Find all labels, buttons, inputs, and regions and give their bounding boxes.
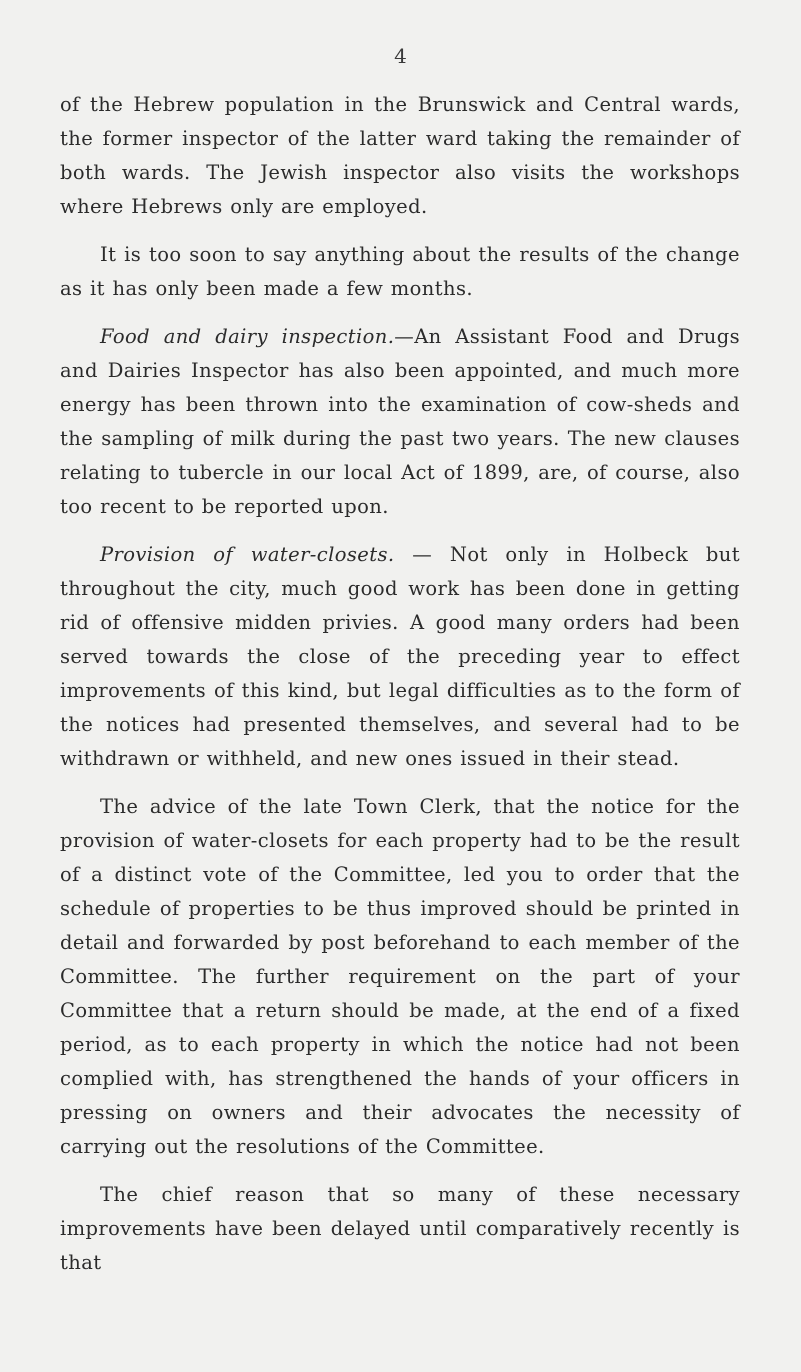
paragraph-hebrew-population: of the Hebrew population in the Brunswick and Central wards, the former inspector of the latter ward taking the remainder of both wards. The Jewish inspector also visits the workshops where Hebrews only are employed.: [60, 93, 740, 218]
paragraph-town-clerk-advice: The advice of the late Town Clerk, that the notice for the provision of water-closets for each property had to be the result of a distinct vote of the Committee, led you to order that the schedule of properties to be thus improved should be printed in detail and forwarded by post beforehand to each member of the Committee. The further requirement on the part of your Committee that a return should be made, at the end of a fixed period, as to each property in which the notice had not been complied with, has strengthened the hands of your officers in pressing on owners and their advocates the necessity of carrying out the resolutions of the Committee.: [60, 795, 740, 1158]
paragraph-food-dairy-text: —An Assistant Food and Drugs and Dairies Inspector has also been appointed, and much more energy has been thrown into the examination of cow-sheds and the sampling of milk during the past two years. The new clauses relating to tubercle in our local Act of 1899, are, of course, also too recent to be reported upon.: [60, 325, 740, 518]
document-body: [60, 88, 740, 1294]
paragraph-water-closets-text: — Not only in Holbeck but throughout the city, much good work has been done in getting rid of offensive midden privies. A good many orders had been served towards the close of the preceding year to effect improvements of this kind, but legal difficulties as to the form of the notices had presented themselves, and several had to be withdrawn or withheld, and new ones issued in their stead.: [60, 543, 740, 770]
paragraph-chief-reason: The chief reason that so many of these necessary improvements have been delayed until comparatively recently is that: [60, 1183, 740, 1274]
paragraph-water-closets: [60, 538, 740, 776]
page-number: 4: [394, 44, 407, 68]
paragraph-food-dairy-inspection: [60, 320, 740, 524]
section-heading-water-closets: Provision of water-closets.: [100, 543, 395, 566]
section-heading-food-dairy: Food and dairy inspection.: [100, 325, 395, 348]
paragraph-change-results: It is too soon to say anything about the results of the change as it has only been made a few months.: [60, 243, 740, 300]
